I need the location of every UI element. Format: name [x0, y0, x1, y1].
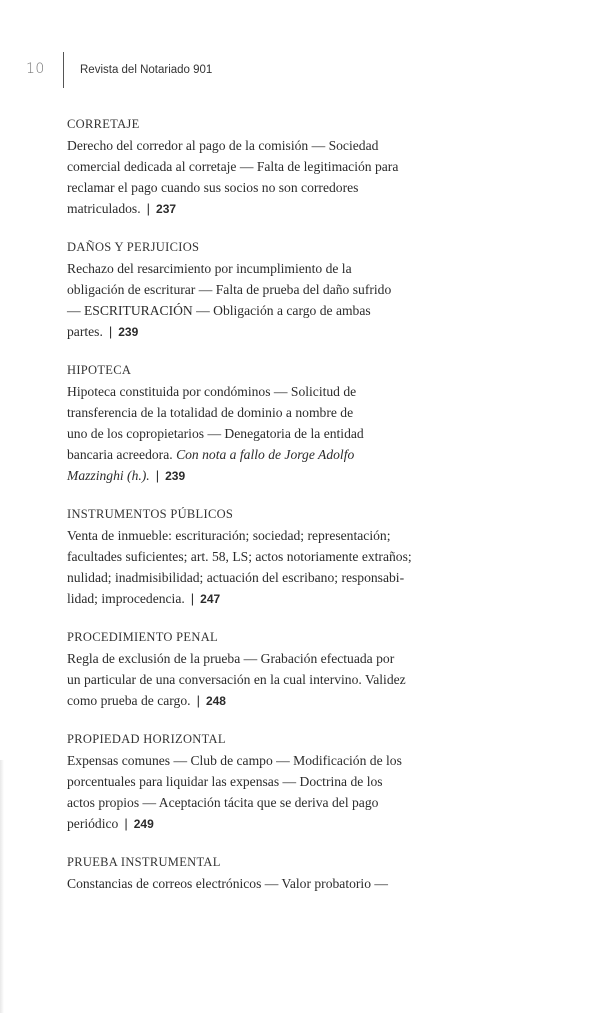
entry-text: bancaria acreedora. [67, 447, 173, 462]
entry-text-line [67, 813, 447, 834]
separator-bar: | [124, 816, 128, 831]
entry-text-line [67, 588, 447, 609]
entry-text-line: Venta de inmueble: escrituración; sociedad; representación; [67, 528, 391, 543]
entry-heading: CORRETAJE [67, 117, 140, 131]
entry-text: matriculados. [67, 201, 141, 216]
entry-text: periódico [67, 816, 119, 831]
separator-bar: | [108, 324, 113, 339]
entry-text-line: actos propios — Aceptación tácita que se deriva del pago [67, 795, 379, 810]
entry-text: lidad; improcedencia. [67, 591, 185, 606]
page-reference[interactable]: 237 [156, 202, 177, 216]
index-entry-danos-y-perjuicios [67, 237, 447, 342]
page-reference[interactable]: 249 [133, 817, 154, 831]
entry-text-line [67, 198, 447, 219]
entry-heading: PRUEBA INSTRUMENTAL [67, 855, 221, 869]
entry-text-line: Hipoteca constituida por condóminos — Solicitud de [67, 384, 357, 399]
entry-heading: INSTRUMENTOS PÚBLICOS [67, 507, 234, 521]
separator-bar: | [155, 468, 160, 483]
index-entry-instrumentos-publicos [67, 504, 447, 609]
page-number: 10 [26, 61, 45, 77]
page-reference[interactable]: 247 [200, 592, 221, 606]
entry-text-line: facultades suficientes; art. 58, LS; actos notoriamente extraños; [67, 549, 412, 564]
commentary-note: Con nota a fallo de Jorge Adolfo [176, 447, 355, 462]
entry-text-line: reclamar el pago cuando sus socios no son corredores [67, 180, 359, 195]
page-header [0, 52, 595, 88]
page-reference[interactable]: 239 [118, 325, 139, 339]
entry-heading: PROPIEDAD HORIZONTAL [67, 732, 226, 746]
entry-text-line [67, 444, 447, 465]
entry-text-line: transferencia de la totalidad de dominio a nombre de [67, 405, 354, 420]
page-reference[interactable]: 239 [165, 469, 186, 483]
entry-text-line: porcentuales para liquidar las expensas — Doctrina de los [67, 774, 383, 789]
page-edge-shadow [0, 760, 4, 1013]
entry-text-line: comercial dedicada al corretaje — Falta de legitimación para [67, 159, 399, 174]
entry-text-line: Expensas comunes — Club de campo — Modificación de los [67, 753, 402, 768]
entry-heading: DAÑOS Y PERJUICIOS [67, 240, 200, 254]
page-reference[interactable]: 248 [205, 694, 226, 708]
header-divider [63, 52, 64, 88]
entry-text-line [67, 321, 447, 342]
entry-text-line: obligación de escriturar — Falta de prueba del daño sufrido [67, 282, 392, 297]
entry-text-line: un particular de una conversación en la cual intervino. Validez [67, 672, 406, 687]
entry-heading: PROCEDIMIENTO PENAL [67, 630, 218, 644]
entry-heading: HIPOTECA [67, 363, 132, 377]
commentary-note: Mazzinghi (h.). [67, 468, 150, 483]
index-entries [67, 114, 447, 912]
entry-text-line [67, 690, 447, 711]
separator-bar: | [146, 201, 151, 216]
journal-title: Revista del Notariado 901 [80, 64, 213, 76]
separator-bar: | [196, 693, 200, 708]
entry-text-line: Rechazo del resarcimiento por incumplimiento de la [67, 261, 352, 276]
separator-bar: | [190, 591, 195, 606]
entry-text: como prueba de cargo. [67, 693, 191, 708]
index-entry-hipoteca [67, 360, 447, 486]
index-entry-propiedad-horizontal [67, 729, 447, 834]
index-entry-procedimiento-penal [67, 627, 447, 711]
entry-text-line: nulidad; inadmisibilidad; actuación del escribano; responsabi- [67, 570, 405, 585]
entry-text-line: Constancias de correos electrónicos — Valor probatorio — [67, 876, 388, 891]
entry-text-line [67, 465, 447, 486]
index-entry-prueba-instrumental [67, 852, 447, 894]
index-entry-corretaje [67, 114, 447, 219]
entry-text-line: Regla de exclusión de la prueba — Grabación efectuada por [67, 651, 395, 666]
entry-text-line: Derecho del corredor al pago de la comisión — Sociedad [67, 138, 379, 153]
entry-text: partes. [67, 324, 103, 339]
entry-text-line: — ESCRITURACIÓN — Obligación a cargo de ambas [67, 303, 371, 318]
entry-text-line: uno de los copropietarios — Denegatoria de la entidad [67, 426, 364, 441]
